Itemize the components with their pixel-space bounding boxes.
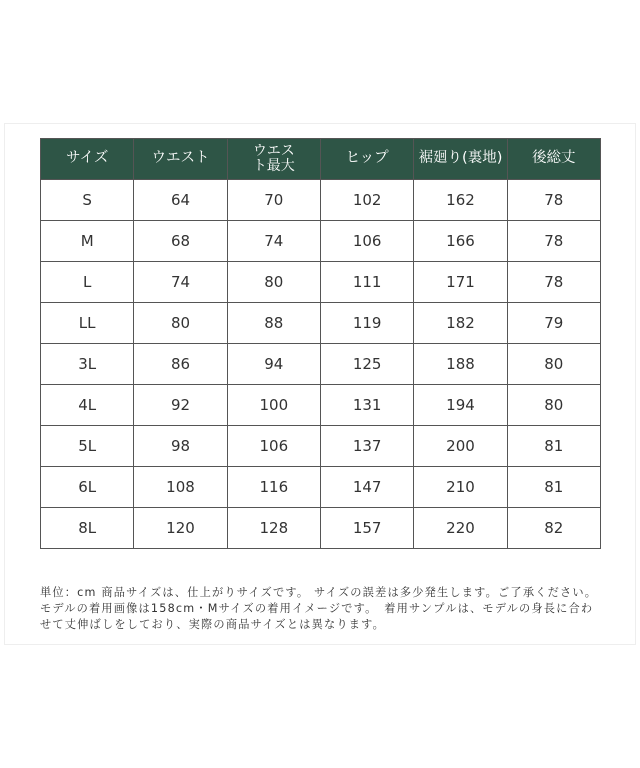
table-row <box>41 467 601 508</box>
table-row <box>41 344 601 385</box>
cell-hem-lining: 166 <box>414 221 507 262</box>
cell-hip: 131 <box>320 385 413 426</box>
cell-size: 6L <box>41 467 134 508</box>
table-row <box>41 426 601 467</box>
cell-waist-max: 80 <box>227 262 320 303</box>
header-waist-max-line1: ウエス <box>252 143 295 160</box>
size-chart-table <box>40 138 601 549</box>
cell-hip: 119 <box>320 303 413 344</box>
cell-waist: 86 <box>134 344 227 385</box>
cell-back-length: 78 <box>507 262 600 303</box>
table-header <box>41 139 601 180</box>
cell-waist-max: 74 <box>227 221 320 262</box>
cell-hem-lining: 194 <box>414 385 507 426</box>
cell-hem-lining: 210 <box>414 467 507 508</box>
cell-back-length: 82 <box>507 508 600 549</box>
header-back-length: 後総丈 <box>507 139 600 180</box>
header-hip: ヒップ <box>320 139 413 180</box>
cell-waist: 64 <box>134 180 227 221</box>
cell-waist: 92 <box>134 385 227 426</box>
cell-size: 8L <box>41 508 134 549</box>
cell-hip: 147 <box>320 467 413 508</box>
cell-back-length: 81 <box>507 426 600 467</box>
cell-hip: 102 <box>320 180 413 221</box>
cell-waist: 68 <box>134 221 227 262</box>
cell-size: LL <box>41 303 134 344</box>
table-row <box>41 262 601 303</box>
cell-size: 3L <box>41 344 134 385</box>
cell-back-length: 78 <box>507 180 600 221</box>
header-waist-max <box>227 139 320 180</box>
cell-size: M <box>41 221 134 262</box>
cell-back-length: 80 <box>507 344 600 385</box>
header-size: サイズ <box>41 139 134 180</box>
cell-back-length: 79 <box>507 303 600 344</box>
cell-waist-max: 88 <box>227 303 320 344</box>
header-row <box>41 139 601 180</box>
cell-size: 5L <box>41 426 134 467</box>
cell-hip: 111 <box>320 262 413 303</box>
cell-hip: 157 <box>320 508 413 549</box>
cell-waist-max: 106 <box>227 426 320 467</box>
table-row <box>41 303 601 344</box>
cell-hip: 106 <box>320 221 413 262</box>
cell-waist-max: 128 <box>227 508 320 549</box>
table-body <box>41 180 601 549</box>
cell-waist: 108 <box>134 467 227 508</box>
cell-hip: 125 <box>320 344 413 385</box>
header-hem-lining: 裾廻り(裏地) <box>414 139 507 180</box>
cell-hem-lining: 200 <box>414 426 507 467</box>
table-row <box>41 180 601 221</box>
cell-hem-lining: 182 <box>414 303 507 344</box>
header-waist-max-line2: ト最大 <box>252 158 295 174</box>
cell-hem-lining: 162 <box>414 180 507 221</box>
table-row <box>41 385 601 426</box>
cell-back-length: 80 <box>507 385 600 426</box>
table-row <box>41 508 601 549</box>
cell-hip: 137 <box>320 426 413 467</box>
cell-hem-lining: 220 <box>414 508 507 549</box>
cell-waist: 80 <box>134 303 227 344</box>
table-row <box>41 221 601 262</box>
cell-waist-max: 94 <box>227 344 320 385</box>
cell-back-length: 78 <box>507 221 600 262</box>
cell-hem-lining: 171 <box>414 262 507 303</box>
cell-size: 4L <box>41 385 134 426</box>
cell-hem-lining: 188 <box>414 344 507 385</box>
cell-waist: 120 <box>134 508 227 549</box>
cell-waist: 74 <box>134 262 227 303</box>
cell-waist-max: 70 <box>227 180 320 221</box>
cell-waist-max: 100 <box>227 385 320 426</box>
cell-size: L <box>41 262 134 303</box>
cell-waist: 98 <box>134 426 227 467</box>
cell-size: S <box>41 180 134 221</box>
cell-back-length: 81 <box>507 467 600 508</box>
cell-waist-max: 116 <box>227 467 320 508</box>
size-note: 単位：cm 商品サイズは、仕上がりサイズです。 サイズの誤差は多少発生します。ご了承ください。 モデルの着用画像は158cm・Mサイズの着用イメージです。 着用サンプルは、モデルの身長に合わせて丈伸ばしをしており、実際の商品サイズとは異なります。 <box>40 586 598 631</box>
header-waist: ウエスト <box>134 139 227 180</box>
